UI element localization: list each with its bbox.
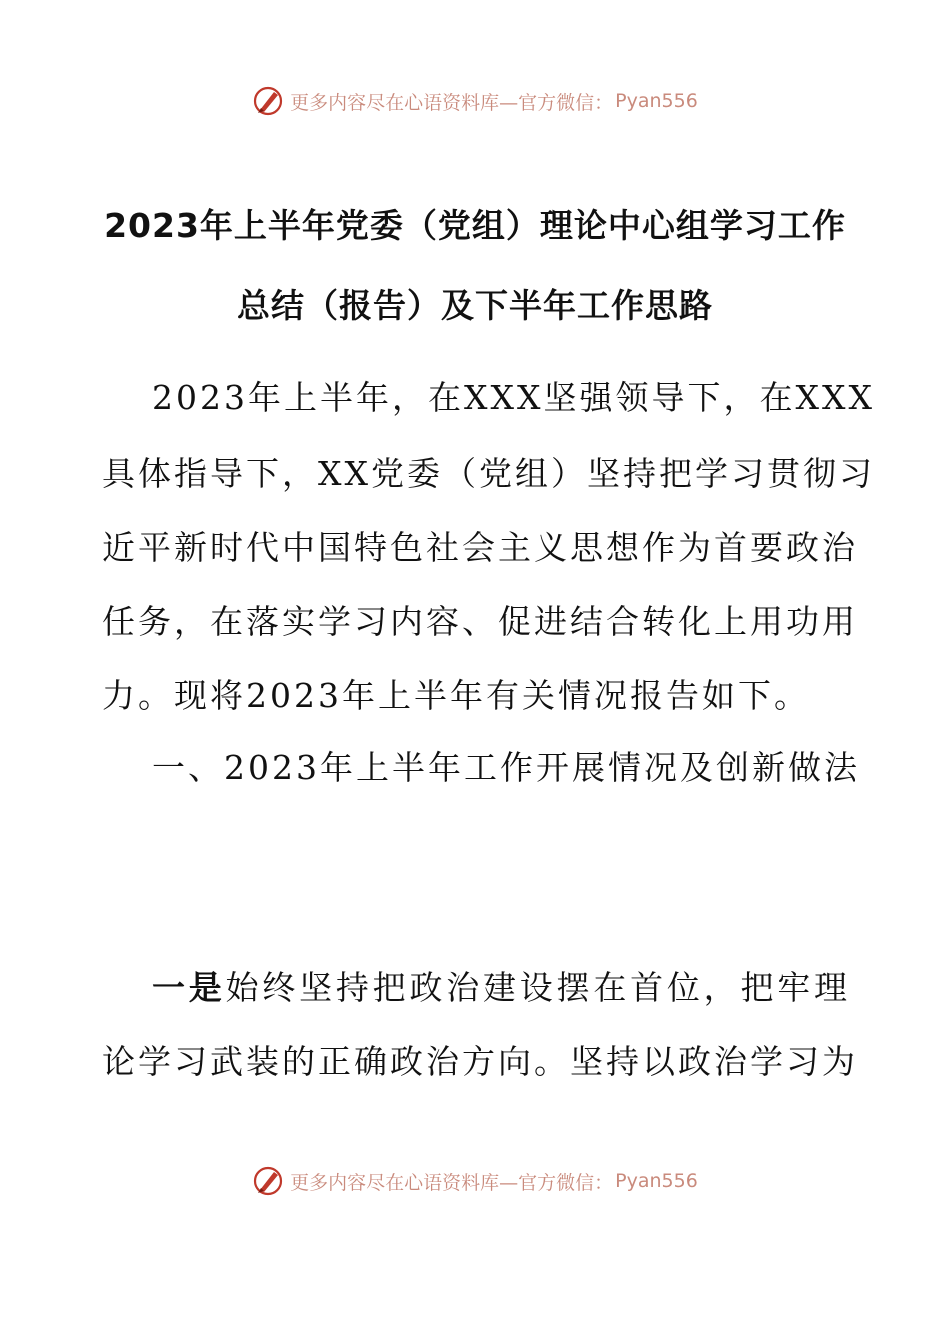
- watermark-id: Pyan556: [615, 90, 698, 112]
- title-line-2: 总结（报告）及下半年工作思路: [237, 286, 713, 325]
- body-line: 具体指导下，XX党委（党组）坚持把学习贯彻习: [102, 454, 875, 493]
- lead-phrase: 一是: [152, 968, 226, 1007]
- pen-logo-icon: [252, 84, 286, 118]
- body-line: 论学习武装的正确政治方向。坚持以政治学习为: [102, 1042, 858, 1081]
- body-line: 2023年上半年，在XXX坚强领导下，在XXX: [152, 378, 875, 417]
- pen-logo-icon: [252, 1164, 286, 1198]
- body-line: 任务，在落实学习内容、促进结合转化上用功用: [102, 602, 858, 641]
- watermark-text: 更多内容尽在心语资料库—官方微信：: [290, 1171, 614, 1194]
- body-line: 力。现将2023年上半年有关情况报告如下。: [102, 676, 810, 715]
- watermark-id: Pyan556: [615, 1170, 698, 1192]
- watermark-header: [0, 84, 950, 118]
- body-line: 近平新时代中国特色社会主义思想作为首要政治: [102, 528, 858, 567]
- body-line: [152, 962, 850, 1009]
- body-line-text: 始终坚持把政治建设摆在首位，把牢理: [225, 968, 851, 1007]
- section-heading: 一、2023年上半年工作开展情况及创新做法: [152, 748, 860, 787]
- watermark-text: 更多内容尽在心语资料库—官方微信：: [290, 91, 614, 114]
- watermark-footer: [0, 1164, 950, 1198]
- title-line-1: 2023年上半年党委（党组）理论中心组学习工作: [104, 206, 846, 245]
